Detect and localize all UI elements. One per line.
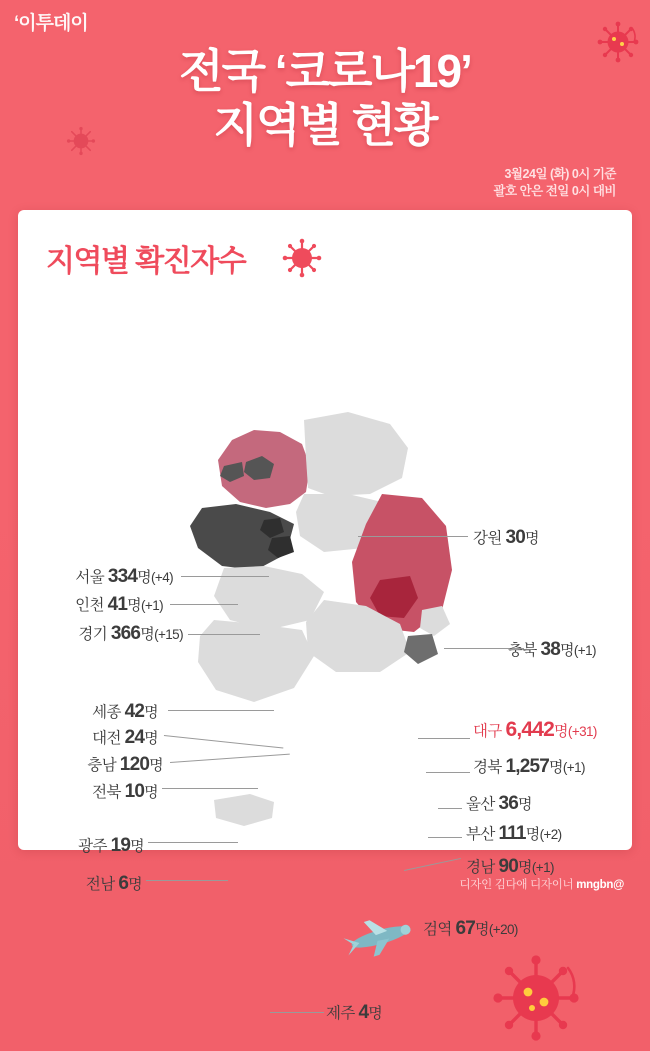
region-label-jeonnam xyxy=(18,872,142,895)
region-label-sejong xyxy=(18,700,158,723)
region-label-daegu xyxy=(473,718,597,742)
unit-label: 명 xyxy=(560,642,574,659)
region-name: 제주 xyxy=(326,1005,355,1022)
virus-icon xyxy=(280,236,324,285)
map-region-jeju xyxy=(214,794,274,826)
region-label-busan xyxy=(466,822,562,845)
unit-label: 명 xyxy=(518,796,532,813)
leader-line xyxy=(438,808,462,809)
region-label-chungbuk xyxy=(508,638,596,661)
region-value: 36 xyxy=(498,793,519,814)
leader-line xyxy=(162,788,258,789)
unit-label: 명 xyxy=(368,1005,383,1022)
unit-label: 명 xyxy=(525,826,540,843)
region-value: 67 xyxy=(455,918,476,939)
leader-line xyxy=(148,842,238,843)
region-name: 광주 xyxy=(78,838,107,855)
credit-text: 디자인 김다애 디자이너 xyxy=(459,879,574,891)
date-line-2: 괄호 안은 전일 0시 대비 xyxy=(493,184,616,198)
region-label-daejeon xyxy=(18,726,158,749)
region-delta: (+31) xyxy=(567,724,597,739)
leader-line xyxy=(418,738,470,739)
unit-label: 명 xyxy=(144,730,158,747)
region-delta: (+15) xyxy=(154,627,183,642)
designer-credit xyxy=(459,876,624,892)
card-title: 지역별 확진자수 xyxy=(46,245,246,278)
region-value: 4 xyxy=(358,1002,369,1023)
region-label-ulsan xyxy=(466,792,532,815)
region-name: 충북 xyxy=(508,642,537,659)
region-delta: (+2) xyxy=(539,827,562,842)
region-value: 120 xyxy=(119,754,150,775)
region-name: 부산 xyxy=(466,826,495,843)
unit-label: 명 xyxy=(554,723,568,740)
virus-icon xyxy=(64,124,98,163)
unit-label: 명 xyxy=(140,626,155,643)
region-label-quarantine xyxy=(423,917,518,940)
region-label-jeonbuk xyxy=(18,780,158,803)
region-name: 대전 xyxy=(92,730,121,747)
region-value: 42 xyxy=(124,701,145,722)
leader-line xyxy=(426,772,470,773)
region-value: 24 xyxy=(124,727,145,748)
region-name: 경기 xyxy=(78,626,108,643)
unit-label: 명 xyxy=(149,757,163,774)
region-delta: (+4) xyxy=(151,570,173,585)
title-line-1: 전국 ‘코로나19’ xyxy=(179,45,471,97)
region-delta: (+20) xyxy=(488,922,518,937)
region-label-seoul xyxy=(18,565,173,588)
virus-icon xyxy=(488,950,584,1051)
region-value: 366 xyxy=(110,623,141,644)
region-delta: (+1) xyxy=(562,760,585,775)
leader-line xyxy=(404,858,461,871)
region-name: 경남 xyxy=(466,859,495,876)
region-value: 30 xyxy=(505,527,526,548)
region-value: 38 xyxy=(540,639,561,660)
region-name: 충남 xyxy=(87,757,117,774)
region-name: 울산 xyxy=(466,796,495,813)
region-delta: (+1) xyxy=(531,860,554,875)
unit-label: 명 xyxy=(144,704,158,721)
map-region-gangwon xyxy=(304,412,408,496)
map-region-ulsan xyxy=(420,606,450,636)
unit-label: 명 xyxy=(137,569,152,586)
airplane-icon xyxy=(340,910,420,965)
region-delta: (+1) xyxy=(141,598,163,613)
map-region-jeonnam xyxy=(198,620,314,702)
region-label-jeju xyxy=(326,1001,382,1024)
region-name: 경북 xyxy=(473,759,502,776)
region-delta: (+1) xyxy=(573,643,596,658)
region-value: 41 xyxy=(107,594,128,615)
region-label-gyeonggi xyxy=(18,622,183,645)
region-value: 90 xyxy=(498,856,519,877)
unit-label: 명 xyxy=(144,784,158,801)
unit-label: 명 xyxy=(475,921,489,938)
region-name: 대구 xyxy=(473,723,502,740)
leader-line xyxy=(428,837,462,838)
title-line-2: 지역별 현황 xyxy=(213,99,437,151)
leader-line xyxy=(168,710,274,711)
leader-line xyxy=(181,576,269,577)
region-name: 전북 xyxy=(92,784,121,801)
region-name: 검역 xyxy=(423,921,452,938)
region-label-gwangju xyxy=(18,834,144,857)
date-line-1: 3월24일 (화) 0시 기준 xyxy=(504,167,616,181)
leader-line xyxy=(170,604,238,605)
unit-label: 명 xyxy=(128,876,142,893)
region-label-gyeongbuk xyxy=(473,755,585,778)
leader-line xyxy=(270,1012,324,1013)
publisher-logo: ‘이투데이 xyxy=(14,13,88,34)
date-note xyxy=(493,166,616,200)
leader-line xyxy=(146,880,228,881)
region-value: 6 xyxy=(118,873,129,894)
region-name: 전남 xyxy=(85,876,115,893)
map-region-chungnam xyxy=(190,504,294,570)
unit-label: 명 xyxy=(518,859,532,876)
region-label-gangwon xyxy=(473,526,539,549)
virus-icon xyxy=(596,20,640,69)
leader-line xyxy=(358,536,468,537)
leader-line xyxy=(188,634,260,635)
unit-label: 명 xyxy=(549,759,563,776)
region-value: 1,257 xyxy=(505,756,550,777)
region-value: 111 xyxy=(498,823,526,844)
region-name: 세종 xyxy=(92,704,121,721)
region-label-incheon xyxy=(18,593,163,616)
region-value: 334 xyxy=(107,566,138,587)
unit-label: 명 xyxy=(127,597,142,614)
region-name: 서울 xyxy=(75,569,105,586)
region-value: 10 xyxy=(124,781,145,802)
region-value: 19 xyxy=(110,835,131,856)
region-label-chungnam xyxy=(18,753,163,776)
region-label-gyeongnam xyxy=(466,855,554,878)
credit-handle: mngbn@ xyxy=(576,879,624,891)
region-name: 인천 xyxy=(75,597,104,614)
map-region-busan xyxy=(404,634,438,664)
unit-label: 명 xyxy=(130,838,144,855)
region-name: 강원 xyxy=(473,530,502,547)
unit-label: 명 xyxy=(525,530,539,547)
region-value: 6,442 xyxy=(505,718,555,741)
